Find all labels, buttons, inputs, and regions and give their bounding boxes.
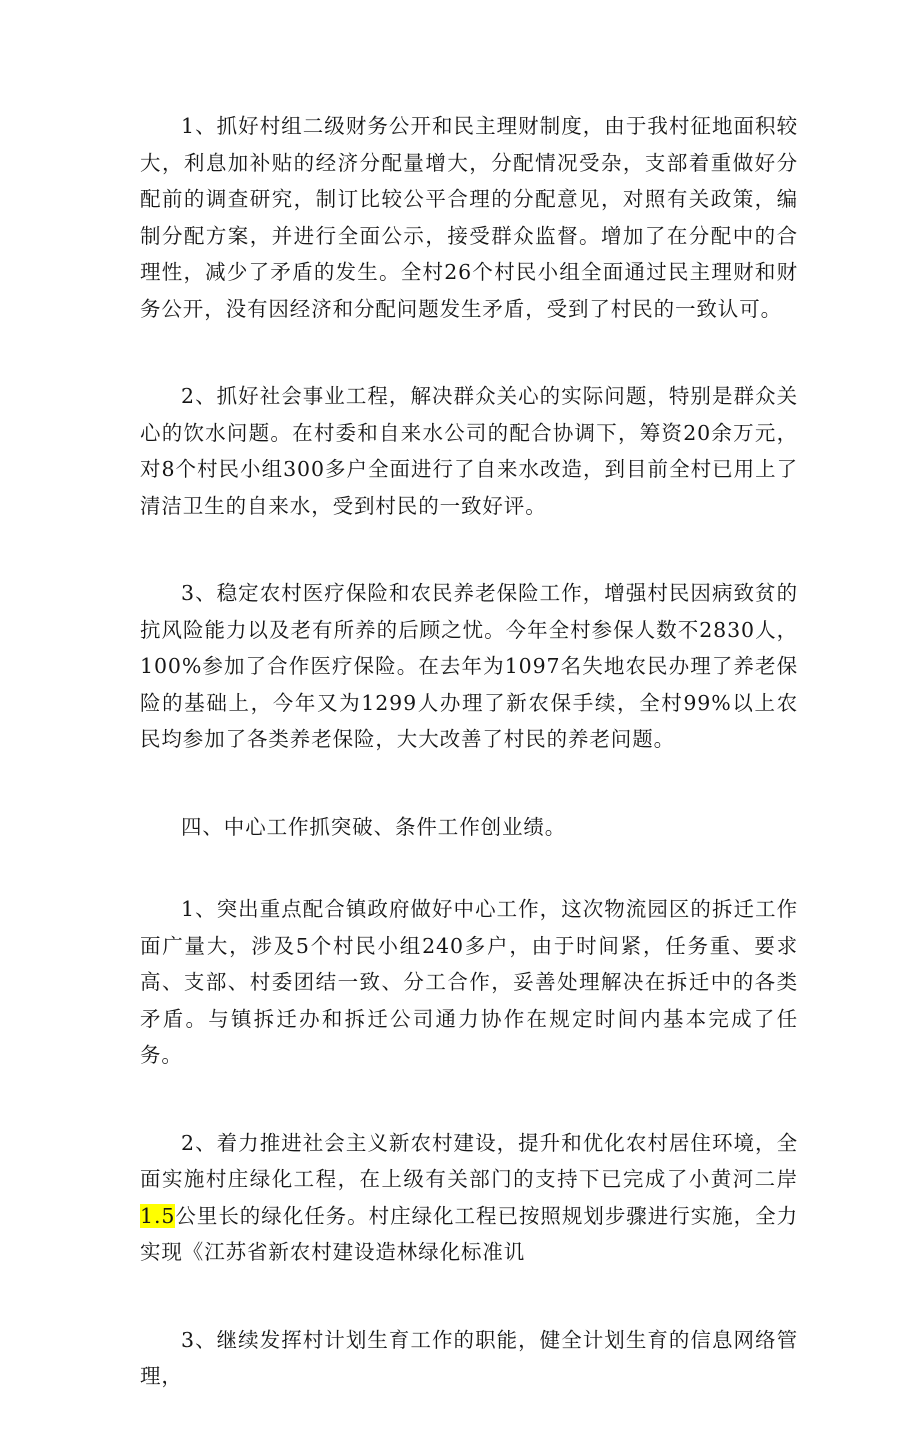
paragraph-relocation: 1、突出重点配合镇政府做好中心工作，这次物流园区的拆迁工作面广量大，涉及5个村民小组240多户，由于时间紧，任务重、要求高、支部、村委团结一致、分工合作，妥善处理解决在拆迁中的各类矛盾。与镇拆迁办和拆迁公司通力协作在规定时间内基本完成了任务。 [140,897,798,1067]
paragraph-water-project: 2、抓好社会事业工程，解决群众关心的实际问题，特别是群众关心的饮水问题。在村委和自来水公司的配合协调下，筹资20余万元，对8个村民小组300多户全面进行了自来水改造，到目前全村已用上了清洁卫生的自来水，受到村民的一致好评。 [140,384,798,518]
section-heading-central-work: 四、中心工作抓突破、条件工作创业绩。 [181,814,567,839]
greening-text-before: 2、着力推进社会主义新农村建设，提升和优化农村居住环境，全面实施村庄绿化工程，在上级有关部门的支持下已完成了小黄河二岸 [140,1130,798,1191]
paragraph-family-planning: 3、继续发挥村计划生育工作的职能，健全计划生育的信息网络管理， [140,1327,798,1388]
greening-text-after: 公里长的绿化任务。村庄绿化工程已按照规划步骤进行实施，全力实现《江苏省新农村建设造林绿化标准讥 [140,1203,798,1264]
paragraph-insurance: 3、稳定农村医疗保险和农民养老保险工作，增强村民因病致贫的抗风险能力以及老有所养的后顾之忧。今年全村参保人数不2830人，100%参加了合作医疗保险。在去年为1097名失地农民办理了养老保险的基础上，今年又为1299人办理了新农保手续，全村99%以上农民均参加了各类养老保险，大大改善了村民的养老问题。 [140,581,798,751]
paragraph-finance-disclosure: 1、抓好村组二级财务公开和民主理财制度，由于我村征地面积较大，利息加补贴的经济分配量增大，分配情况受杂，支部着重做好分配前的调查研究，制订比较公平合理的分配意见，对照有关政策，编制分配方案，并进行全面公示，接受群众监督。增加了在分配中的合理性，减少了矛盾的发生。全村26个村民小组全面通过民主理财和财务公开，没有因经济和分配问题发生矛盾，受到了村民的一致认可。 [140,114,798,321]
paragraph-greening [140,1125,798,1271]
highlighted-value: 1.5 [140,1203,176,1228]
document-body [140,108,798,1446]
